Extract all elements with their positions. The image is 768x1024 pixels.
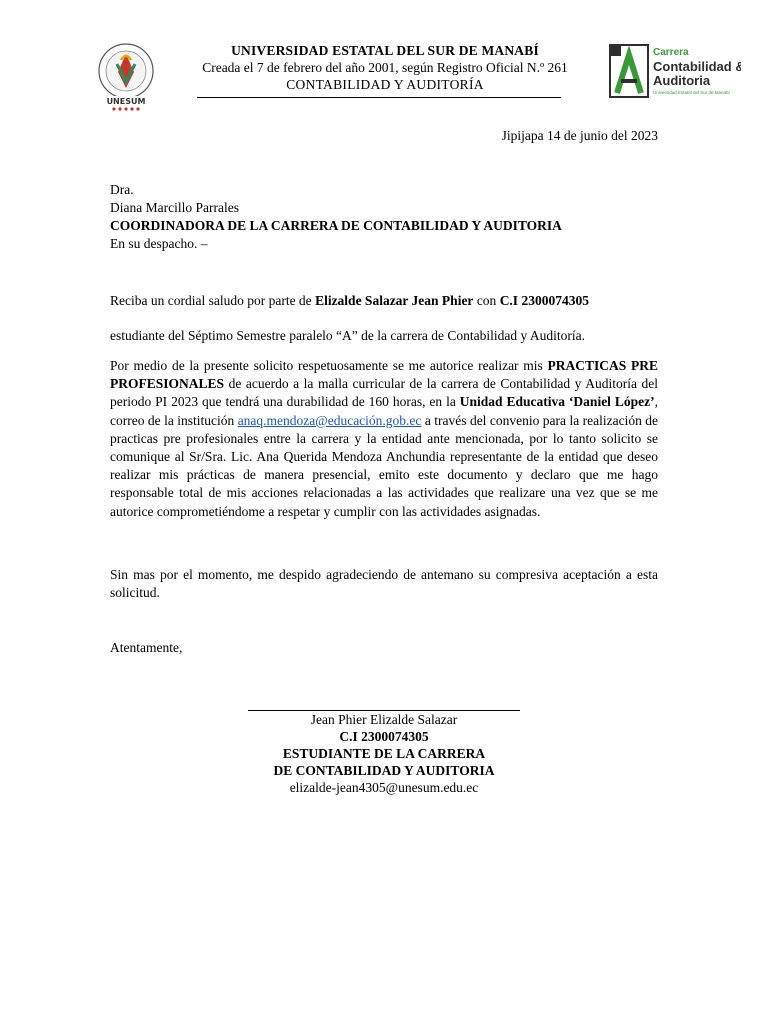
p1-text-b: con xyxy=(473,293,500,308)
paragraph-greeting-cont: estudiante del Séptimo Semestre paralelo “A” de la carrera de Contabilidad y Auditoría. xyxy=(110,328,585,343)
signer-role-2: DE CONTABILIDAD Y AUDITORIA xyxy=(273,763,495,778)
logo-line1: Carrera xyxy=(653,47,689,58)
signer-email: elizalde-jean4305@unesum.edu.ec xyxy=(289,780,479,795)
p2-text-e: , correo de la institución xyxy=(110,394,658,428)
signer-role-1: ESTUDIANTE DE LA CARRERA xyxy=(282,746,486,761)
header-divider xyxy=(197,97,561,98)
closing-salutation: Atentamente, xyxy=(110,640,183,655)
student-name: Elizalde Salazar Jean Phier xyxy=(315,293,474,308)
practicas-label: PRACTICAS PRE PROFESIONALES xyxy=(110,358,658,392)
founding-note: Creada el 7 de febrero del año 2001, según Registro Oficial N.º 261 xyxy=(202,60,568,75)
paragraph-request xyxy=(110,357,658,521)
student-ci: C.I 2300074305 xyxy=(499,293,589,308)
signature-line xyxy=(248,710,520,711)
p2-text-c: de acuerdo a la malla curricular de la carrera de Contabilidad y Auditoría del periodo PI 2023 que tendrá una durabilidad de 160 horas, en la xyxy=(110,376,658,410)
institution-email-link[interactable]: anaq.mendoza@educación.gob.ec xyxy=(237,412,422,428)
logo-line3: Auditoria xyxy=(653,73,711,88)
p2-text-f: a través del convenio para la realización de practicas pre profesionales entre la carrera y la entidad ante mencionada, por lo tanto solicito se comunique al Sr/Sra. Lic. Ana Querida Mendoza Anchundia representante de la entidad que deseo realizar mis prácticas de manera presencial, emito este documento y declaro que me hago responsable total de mis acciones relacionadas a las actividades que realizare una vez que se me autorice comprometiéndome a respetar y cumplir con las actividades asignadas. xyxy=(110,412,658,519)
paragraph-greeting xyxy=(110,292,658,310)
paragraph-closing: Sin mas por el momento, me despido agradeciendo de antemano su compresiva aceptación a esta solicitud. xyxy=(110,567,658,601)
logo-line2: Contabilidad & xyxy=(653,59,741,74)
institution-name: Unidad Educativa ‘Daniel López’ xyxy=(459,394,655,410)
recipient-name: Diana Marcillo Parrales xyxy=(110,200,239,215)
signer-name: Jean Phier Elizalde Salazar xyxy=(310,712,458,727)
department-name: CONTABILIDAD Y AUDITORÍA xyxy=(286,77,484,92)
university-name: UNIVERSIDAD ESTATAL DEL SUR DE MANABÍ xyxy=(231,43,539,58)
recipient-place: En su despacho. – xyxy=(110,236,208,251)
logo-line4: Universidad Estatal del Sur de Manabí xyxy=(653,90,730,95)
university-seal xyxy=(97,42,155,112)
p1-text-a: Reciba un cordial saludo por parte de xyxy=(110,293,316,308)
career-logo xyxy=(609,43,741,99)
seal-text: UNESUM xyxy=(106,97,146,106)
recipient-role: COORDINADORA DE LA CARRERA DE CONTABILIDAD Y AUDITORIA xyxy=(110,218,562,233)
signer-ci: C.I 2300074305 xyxy=(339,729,429,744)
p2-text-a: Por medio de la presente solicito respetuosamente se me autorice realizar mis xyxy=(110,358,548,373)
recipient-title: Dra. xyxy=(110,182,134,197)
letter-date: Jipijapa 14 de junio del 2023 xyxy=(501,128,658,143)
